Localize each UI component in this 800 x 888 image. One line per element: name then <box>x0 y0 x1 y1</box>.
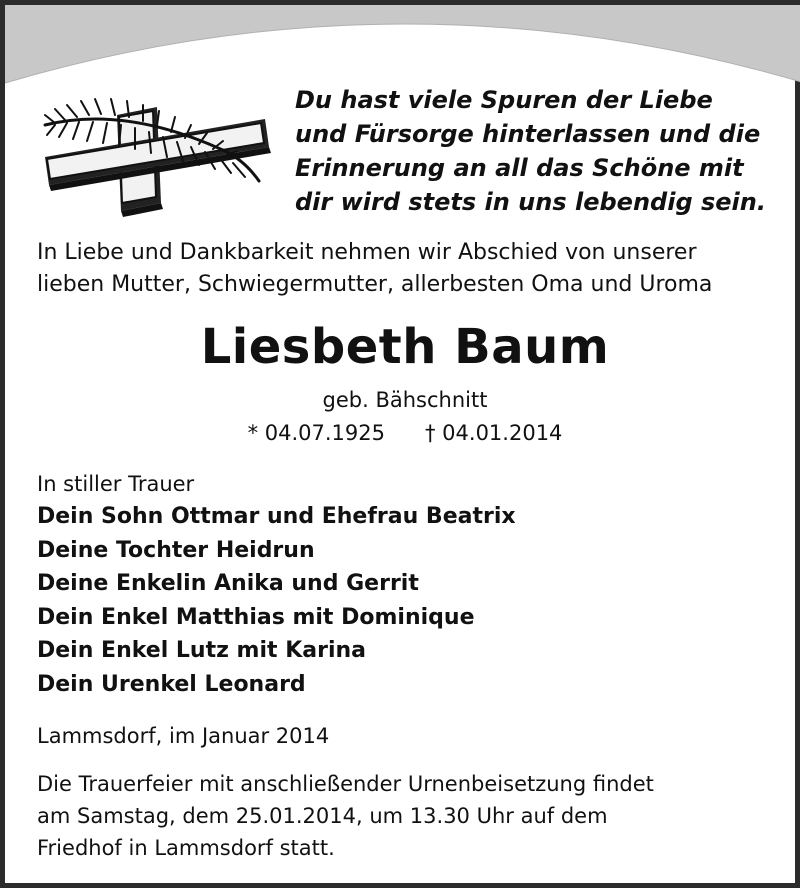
deceased-name: Liesbeth Baum <box>200 319 610 375</box>
mourner-entry: Deine Enkelin Anika und Gerrit <box>37 571 419 597</box>
cross-with-palm-frond-icon <box>35 85 275 225</box>
funeral-line: am Samstag, dem 25.01.2014, um 13.30 Uhr auf dem <box>37 804 608 828</box>
quote-line: und Fürsorge hinterlassen und die <box>295 120 761 148</box>
mourner-entry: Dein Enkel Matthias mit Dominique <box>37 604 475 630</box>
mourner-entry: Dein Urenkel Leonard <box>37 671 306 697</box>
mourners-lead: In stiller Trauer <box>37 472 195 496</box>
mourners-list <box>37 468 777 702</box>
intro-line: In Liebe und Dankbarkeit nehmen wir Abschied von unserer <box>37 240 697 265</box>
mourner-entry: Dein Enkel Lutz mit Karina <box>37 638 366 664</box>
funeral-line: Friedhof in Lammsdorf statt. <box>37 836 335 860</box>
funeral-line: Die Trauerfeier mit anschließender Urnenbeisetzung findet <box>37 772 654 796</box>
life-dates <box>5 418 800 448</box>
quote-line: dir wird stets in uns lebendig sein. <box>295 188 766 216</box>
quote-line: Du hast viele Spuren der Liebe <box>295 86 713 114</box>
birth-date: * 04.07.1925 <box>247 421 385 445</box>
mourner-entry: Dein Sohn Ottmar und Ehefrau Beatrix <box>37 504 516 529</box>
funeral-notice <box>37 768 777 864</box>
mourner-entry: Deine Tochter Heidrun <box>37 537 315 563</box>
place-and-date: Lammsdorf, im Januar 2014 <box>37 724 330 748</box>
memorial-quote <box>295 83 765 219</box>
birth-name: geb. Bähschnitt <box>322 388 488 412</box>
quote-line: Erinnerung an all das Schöne mit <box>295 154 744 182</box>
death-date: † 04.01.2014 <box>425 421 563 445</box>
farewell-intro <box>37 237 777 301</box>
intro-line: lieben Mutter, Schwiegermutter, allerbesten Oma und Uroma <box>37 272 713 297</box>
